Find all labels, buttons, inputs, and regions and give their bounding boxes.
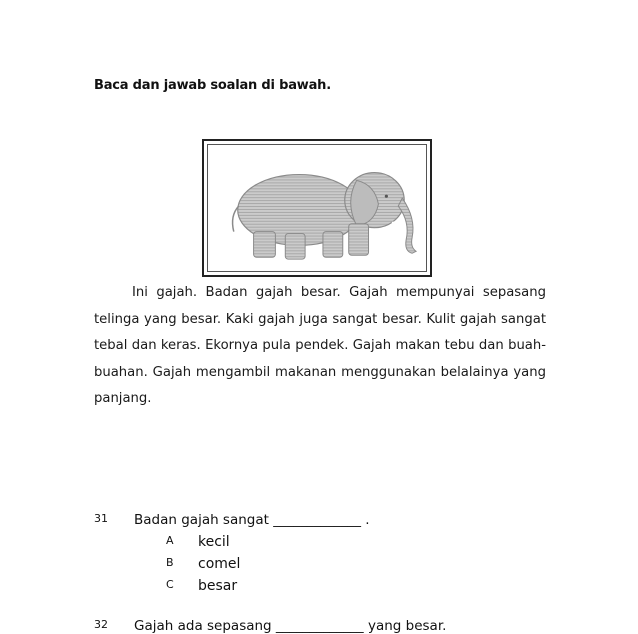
picture-inner-border [207,144,427,272]
option-text: comel [198,556,241,572]
option-letter: B [166,556,174,569]
question-number: 32 [94,618,108,631]
question-text: Gajah ada sepasang _____________ yang besar. [134,618,447,634]
question-text: Badan gajah sangat _____________ . [134,512,370,528]
option-letter: C [166,578,174,591]
question-number: 31 [94,512,108,525]
elephant-figure [233,173,417,260]
elephant-icon [208,145,426,271]
option-letter: A [166,534,174,547]
option-text: kecil [198,534,230,550]
reading-passage: Ini gajah. Badan gajah besar. Gajah mempunyai sepasang telinga yang besar. Kaki gajah juga sangat besar. Kulit gajah sangat tebal dan keras. Ekornya pula pendek. Gajah makan tebu dan buah-buahan. Gajah mengambil makanan menggunakan belalainya yang panjang. [94,285,546,406]
instruction-heading: Baca dan jawab soalan di bawah. [94,78,331,93]
elephant-picture-frame [202,139,432,277]
option-text: besar [198,578,238,594]
